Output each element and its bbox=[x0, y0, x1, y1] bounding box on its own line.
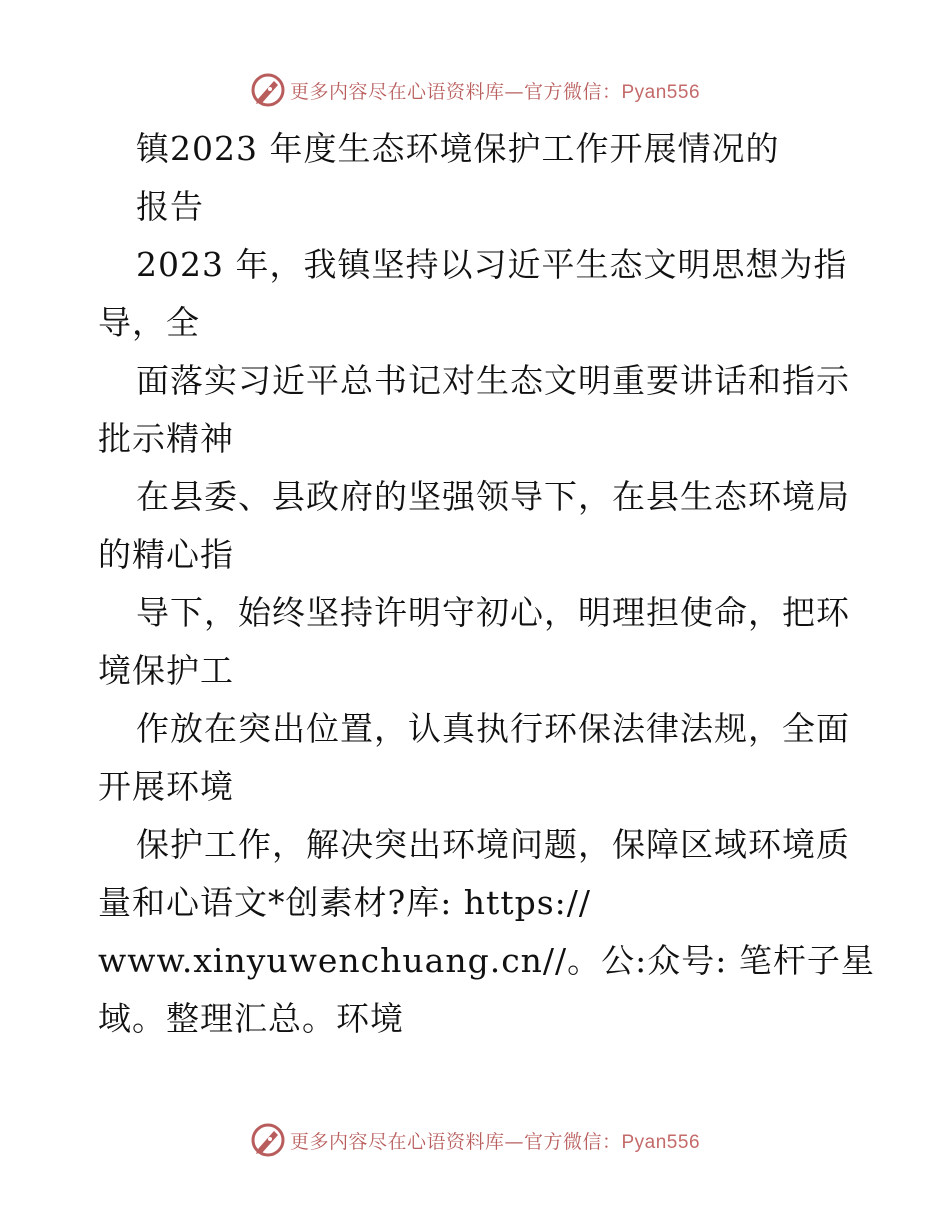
text-line: 量和心语文*创素材?库: https:// bbox=[98, 883, 591, 922]
text-line: 的精心指 bbox=[98, 535, 234, 574]
text-line: 域。整理汇总。环境 bbox=[98, 999, 404, 1038]
text-line: 开展环境 bbox=[98, 767, 234, 806]
watermark-text: 更多内容尽在心语资料库—官方微信：Pyan556 bbox=[289, 80, 701, 103]
pen-logo-icon bbox=[250, 1122, 286, 1158]
text-line: 报告 bbox=[136, 187, 204, 226]
footer-watermark bbox=[0, 1120, 950, 1160]
document-body bbox=[98, 120, 875, 1048]
text-line: 镇2023 年度生态环境保护工作开展情况的 bbox=[136, 129, 780, 168]
pen-logo-icon bbox=[250, 72, 286, 108]
text-line: 作放在突出位置，认真执行环保法律法规，全面 bbox=[136, 709, 850, 748]
text-line: 批示精神 bbox=[98, 419, 234, 458]
text-line: 面落实习近平总书记对生态文明重要讲话和指示 bbox=[136, 361, 850, 400]
text-line: 导，全 bbox=[98, 303, 200, 342]
text-line: 境保护工 bbox=[98, 651, 234, 690]
text-line: www.xinyuwenchuang.cn//。公:众号: 笔杆子星 bbox=[98, 941, 875, 980]
text-line: 2023 年，我镇坚持以习近平生态文明思想为指 bbox=[136, 245, 848, 284]
text-line: 导下，始终坚持许明守初心，明理担使命，把环 bbox=[136, 593, 850, 632]
text-line: 保护工作，解决突出环境问题，保障区域环境质 bbox=[136, 825, 850, 864]
header-watermark bbox=[0, 70, 950, 110]
text-line: 在县委、县政府的坚强领导下，在县生态环境局 bbox=[136, 477, 850, 516]
watermark-text: 更多内容尽在心语资料库—官方微信：Pyan556 bbox=[289, 1130, 701, 1153]
